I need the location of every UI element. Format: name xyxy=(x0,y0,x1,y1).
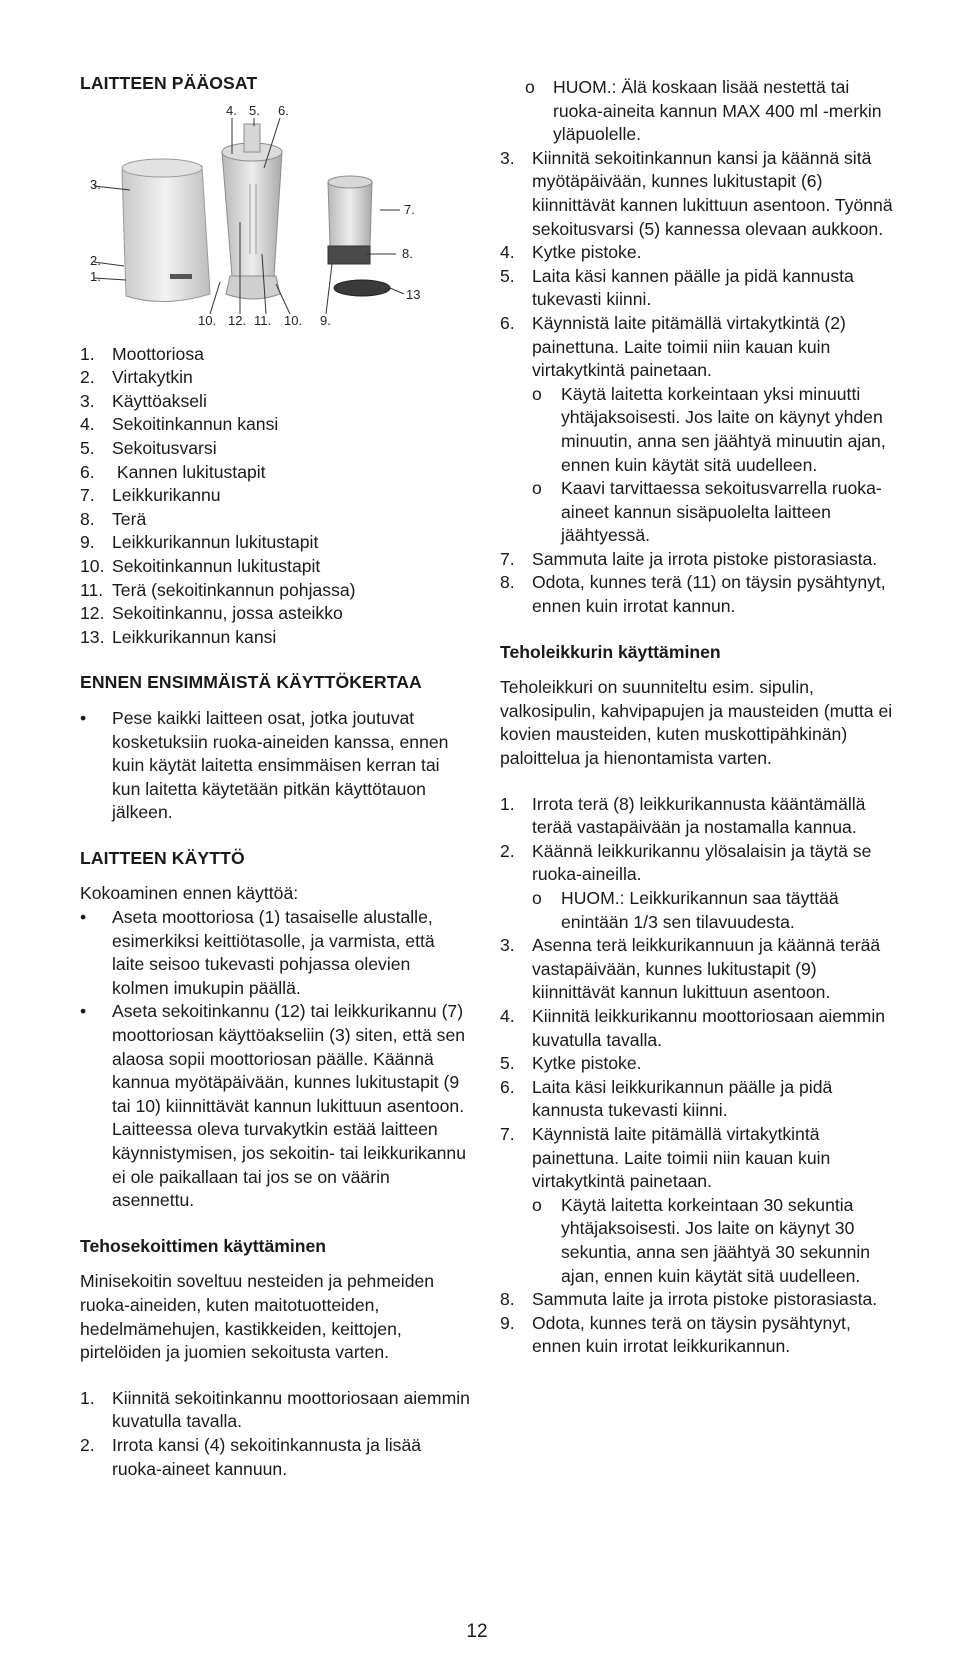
blender-note-top: o HUOM.: Älä koskaan lisää nestettä tai ruoka-aineita kannun MAX 400 ml -merkin yläpuolelle. xyxy=(525,77,882,145)
list-item: 7. Käynnistä laite pitämällä virtakytkintä painettuna. Laite toimii niin kauan kuin virtakytkintä painetaan. xyxy=(500,1123,831,1192)
parts-item: 4. Sekoitinkannun kansi xyxy=(80,414,279,435)
page-number: 12 xyxy=(466,1621,488,1642)
list-item: 2. Irrota kansi (4) sekoitinkannusta ja lisää ruoka-aineet kannuun. xyxy=(80,1434,422,1479)
parts-item: 11. Terä (sekoitinkannun pohjassa) xyxy=(80,579,356,600)
chopper-steps-list xyxy=(500,793,900,887)
first-use-list xyxy=(80,707,470,825)
parts-item: 7. Leikkurikannu xyxy=(80,485,221,506)
callout-11: 11. xyxy=(254,312,272,328)
sub-list-item: o Käytä laitetta korkeintaan yksi minuutti yhtäjaksoisesti. Jos laite on käynyt yhden minuutin, anna sen jäähtyä minuutin ajan, ennen kuin käytät sitä uudelleen. xyxy=(532,383,886,475)
list-item: 8. Odota, kunnes terä (11) on täysin pysähtynyt, ennen kuin irrotat kannun. xyxy=(500,572,886,617)
parts-item: 5. Sekoitusvarsi xyxy=(80,437,217,458)
parts-item: 2. Virtakytkin xyxy=(80,367,193,388)
assembly-intro: Kokoaminen ennen käyttöä: xyxy=(80,883,299,904)
parts-item: 1. Moottoriosa xyxy=(80,343,204,364)
list-item: 6. Laita käsi leikkurikannun päälle ja pidä kannusta tukevasti kiinni. xyxy=(500,1076,833,1121)
callout-4: 4. xyxy=(226,102,237,118)
usage-heading: LAITTEEN KÄYTTÖ xyxy=(80,847,245,868)
blender-steps-end-list xyxy=(500,548,900,619)
callout-2: 2. xyxy=(90,252,101,268)
callout-12: 12. xyxy=(228,312,247,328)
callout-13: 13 xyxy=(406,286,421,302)
list-item: • Aseta sekoitinkannu (12) tai leikkurikannu (7) moottoriosan käyttöakseliin (3) siten, että sen alaosa sopii moottoriosan päälle. Käännä kannua myötäpäivään, kunnes lukitustapit (9 tai 10) kiinnittävät kannun lukittuun asentoon. Laitteessa oleva turvakytkin estää laitteen käynnistymisen, jos sekoitin- tai leikkurikannu ei ole paikallaan tai jos se on väärin asennettu. xyxy=(80,1001,466,1211)
appliance-figure xyxy=(80,104,440,329)
blender-steps-list xyxy=(80,1387,470,1481)
list-item: 1. Irrota terä (8) leikkurikannusta kääntämällä terää vastapäivään ja nostamalla kannua. xyxy=(500,793,866,838)
list-item: 2. Käännä leikkurikannu ylösalaisin ja täytä se ruoka-aineilla. xyxy=(500,840,872,885)
callout-10b: 10. xyxy=(284,312,303,328)
list-item: 5. Kytke pistoke. xyxy=(500,1053,642,1074)
list-item: 7. Sammuta laite ja irrota pistoke pistorasiasta. xyxy=(500,548,878,569)
list-item: 5. Laita käsi kannen päälle ja pidä kannusta tukevasti kiinni. xyxy=(500,265,854,310)
blender-heading: Tehosekoittimen käyttäminen xyxy=(80,1235,327,1256)
list-item: 1. Kiinnitä sekoitinkannu moottoriosaan aiemmin kuvatulla tavalla. xyxy=(80,1387,470,1432)
list-item: 3. Asenna terä leikkurikannuun ja käännä terää vastapäivään, kunnes lukitustapit (9) kiinnittävät kannun lukittuun asentoon. xyxy=(500,935,881,1003)
appliance-illustration xyxy=(80,104,440,329)
list-item: 3. Kiinnitä sekoitinkannun kansi ja käännä sitä myötäpäivään, kunnes lukitustapit (6) kiinnittävät kannen lukittuun asentoon. Työnnä sekoitusvarsi (5) kannessa olevaan aukkoon. xyxy=(500,147,893,239)
list-item: • Pese kaikki laitteen osat, jotka joutuvat kosketuksiin ruoka-aineiden kanssa, ennen kuin käytät laitetta ensimmäisen kerran tai kun laitetta käytetään pitkän käyttötauon jälkeen. xyxy=(80,707,449,823)
callout-10a: 10. xyxy=(198,312,217,328)
parts-item: 8. Terä xyxy=(80,508,147,529)
callout-1: 1. xyxy=(90,268,101,284)
chopper-steps-end-list xyxy=(500,1288,900,1359)
list-item: 4. Kiinnitä leikkurikannu moottoriosaan aiemmin kuvatulla tavalla. xyxy=(500,1005,886,1050)
parts-list xyxy=(80,343,470,650)
parts-item: 10. Sekoitinkannun lukitustapit xyxy=(80,555,321,576)
blender-jug-shape xyxy=(222,124,282,299)
callout-9: 9. xyxy=(320,312,331,328)
blender-steps-cont-list xyxy=(500,147,900,383)
parts-item: 6. Kannen lukitustapit xyxy=(80,461,266,482)
callout-7: 7. xyxy=(404,201,415,217)
parts-heading: LAITTEEN PÄÄOSAT xyxy=(80,73,258,93)
parts-item: 3. Käyttöakseli xyxy=(80,390,207,411)
right-column xyxy=(500,76,900,1359)
parts-item: 9. Leikkurikannun lukitustapit xyxy=(80,532,319,553)
blender-intro: Minisekoitin soveltuu nesteiden ja pehmeiden ruoka-aineiden, kuten maitotuotteiden, hedelmämehujen, kastikkeiden, keittojen, pirtelöiden ja juomien sekoitusta varten. xyxy=(80,1271,435,1363)
callout-8: 8. xyxy=(402,245,413,261)
left-column xyxy=(80,72,470,1481)
list-item: • Aseta moottoriosa (1) tasaiselle alustalle, esimerkiksi keittiötasolle, ja varmista, että laite seisoo tukevasti pohjassa olevien kolmen imukupin päällä. xyxy=(80,907,435,998)
list-item: 9. Odota, kunnes terä on täysin pysähtynyt, ennen kuin irrotat leikkurikannun. xyxy=(500,1312,851,1357)
chopper-intro: Teholeikkuri on suunniteltu esim. sipulin, valkosipulin, kahvipapujen ja mausteiden (mutta ei kovien mausteiden, kuten muskottipähkinän) paloittelua ja hienontamista varten. xyxy=(500,677,893,769)
callout-5: 5. xyxy=(249,102,260,118)
list-item: 4. Kytke pistoke. xyxy=(500,242,642,263)
list-item: 6. Käynnistä laite pitämällä virtakytkintä (2) painettuna. Laite toimii niin kauan kuin virtakytkintä painetaan. xyxy=(500,312,846,381)
motor-base-shape xyxy=(122,159,210,302)
list-item: 8. Sammuta laite ja irrota pistoke pistorasiasta. xyxy=(500,1289,878,1310)
sub-list-item: o Kaavi tarvittaessa sekoitusvarrella ruoka-aineet kannun sisäpuolelta laitteen jäähtyessä. xyxy=(532,478,882,546)
parts-item: 12. Sekoitinkannu, jossa asteikko xyxy=(80,603,343,624)
chopper-heading: Teholeikkurin käyttäminen xyxy=(500,641,721,662)
sub-list-item: o HUOM.: Leikkurikannun saa täyttää enintään 1/3 sen tilavuudesta. xyxy=(532,888,839,932)
sub-list-item: o Käytä laitetta korkeintaan 30 sekuntia yhtäjaksoisesti. Jos laite on käynyt 30 sekuntia, anna sen jäähtyä 30 sekunnin ajan, ennen kuin käytät sitä uudelleen. xyxy=(532,1194,871,1286)
parts-item: 13. Leikkurikannun kansi xyxy=(80,626,277,647)
assembly-list xyxy=(80,906,470,1213)
chopper-jug-shape xyxy=(328,176,390,296)
callout-6: 6. xyxy=(278,102,289,118)
chopper-steps-mid-list xyxy=(500,934,900,1194)
first-use-heading: ENNEN ENSIMMÄISTÄ KÄYTTÖKERTAA xyxy=(80,672,422,693)
callout-3: 3. xyxy=(90,176,101,192)
